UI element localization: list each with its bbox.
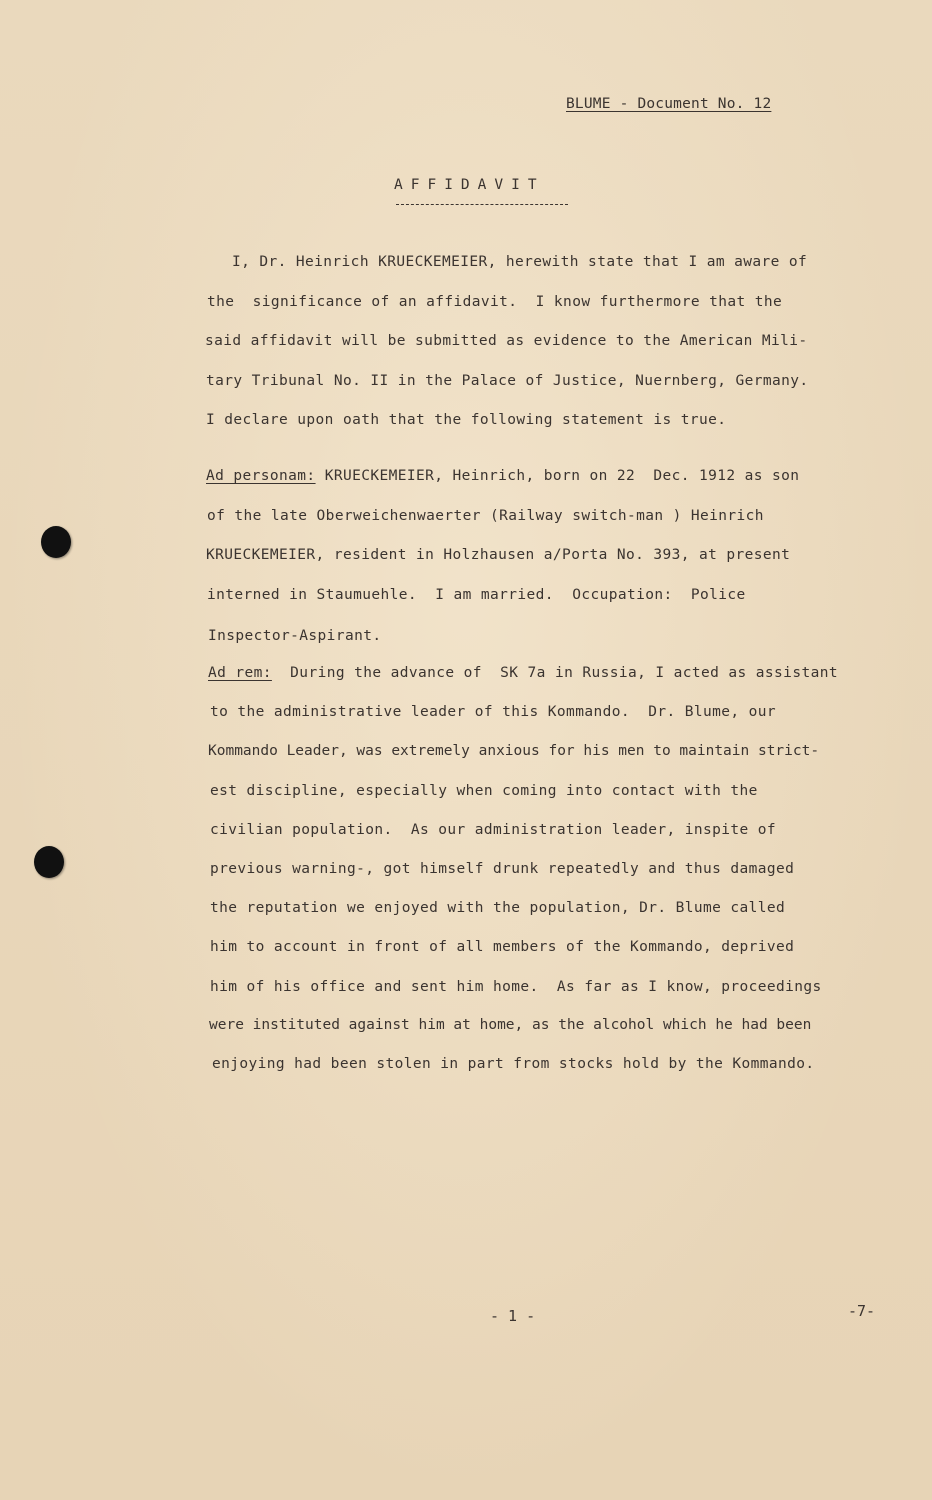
punch-hole-top (41, 526, 71, 558)
ad-rem-line: est discipline, especially when coming into contact with the (210, 783, 758, 799)
intro-line: I declare upon oath that the following statement is true. (206, 412, 727, 428)
punch-hole-bottom (34, 846, 64, 878)
ad-rem-line: the reputation we enjoyed with the population, Dr. Blume called (210, 900, 786, 916)
ad-rem-label: Ad rem: (208, 665, 272, 681)
ad-rem-line: him to account in front of all members of the Kommando, deprived (210, 939, 795, 955)
page-number: - 1 - (490, 1307, 536, 1325)
ad-rem-line: were instituted against him at home, as the alcohol which he had been (209, 1017, 812, 1033)
ad-personam-line: KRUECKEMEIER, resident in Holzhausen a/Porta No. 393, at present (206, 547, 791, 563)
ad-personam-line: of the late Oberweichenwaerter (Railway switch-man ) Heinrich (207, 508, 764, 524)
intro-line: said affidavit will be submitted as evidence to the American Mili- (205, 333, 808, 349)
ad-rem-line: to the administrative leader of this Kommando. Dr. Blume, our (210, 704, 777, 720)
ad-rem-line: previous warning-, got himself drunk repeatedly and thus damaged (210, 861, 795, 877)
document-reference: BLUME - Document No. 12 (566, 96, 772, 112)
intro-line: tary Tribunal No. II in the Palace of Justice, Nuernberg, Germany. (206, 373, 809, 389)
ad-rem-line: enjoying had been stolen in part from stocks hold by the Kommando. (212, 1056, 815, 1072)
ad-rem-line: Kommando Leader, was extremely anxious for his men to maintain strict- (208, 743, 820, 759)
ad-rem-line: civilian population. As our administration leader, inspite of (210, 822, 777, 838)
ad-personam-label: Ad personam: (206, 468, 316, 484)
intro-line: I, Dr. Heinrich KRUECKEMEIER, herewith state that I am aware of (232, 254, 808, 270)
ad-personam-text: KRUECKEMEIER, Heinrich, born on 22 Dec. 1912 as son (315, 468, 800, 484)
title-underline (396, 204, 568, 205)
page-number-right: -7- (848, 1302, 876, 1320)
ad-personam-line: Inspector-Aspirant. (208, 628, 382, 644)
ad-personam-first-line (206, 468, 799, 484)
ad-personam-line: interned in Staumuehle. I am married. Occupation: Police (207, 587, 746, 603)
document-title: AFFIDAVIT (394, 177, 545, 193)
ad-rem-text: During the advance of SK 7a in Russia, I acted as assistant (271, 665, 838, 681)
ad-rem-line: him of his office and sent him home. As far as I know, proceedings (210, 979, 822, 995)
ad-rem-first-line (208, 665, 838, 681)
intro-line: the significance of an affidavit. I know furthermore that the (207, 294, 783, 310)
